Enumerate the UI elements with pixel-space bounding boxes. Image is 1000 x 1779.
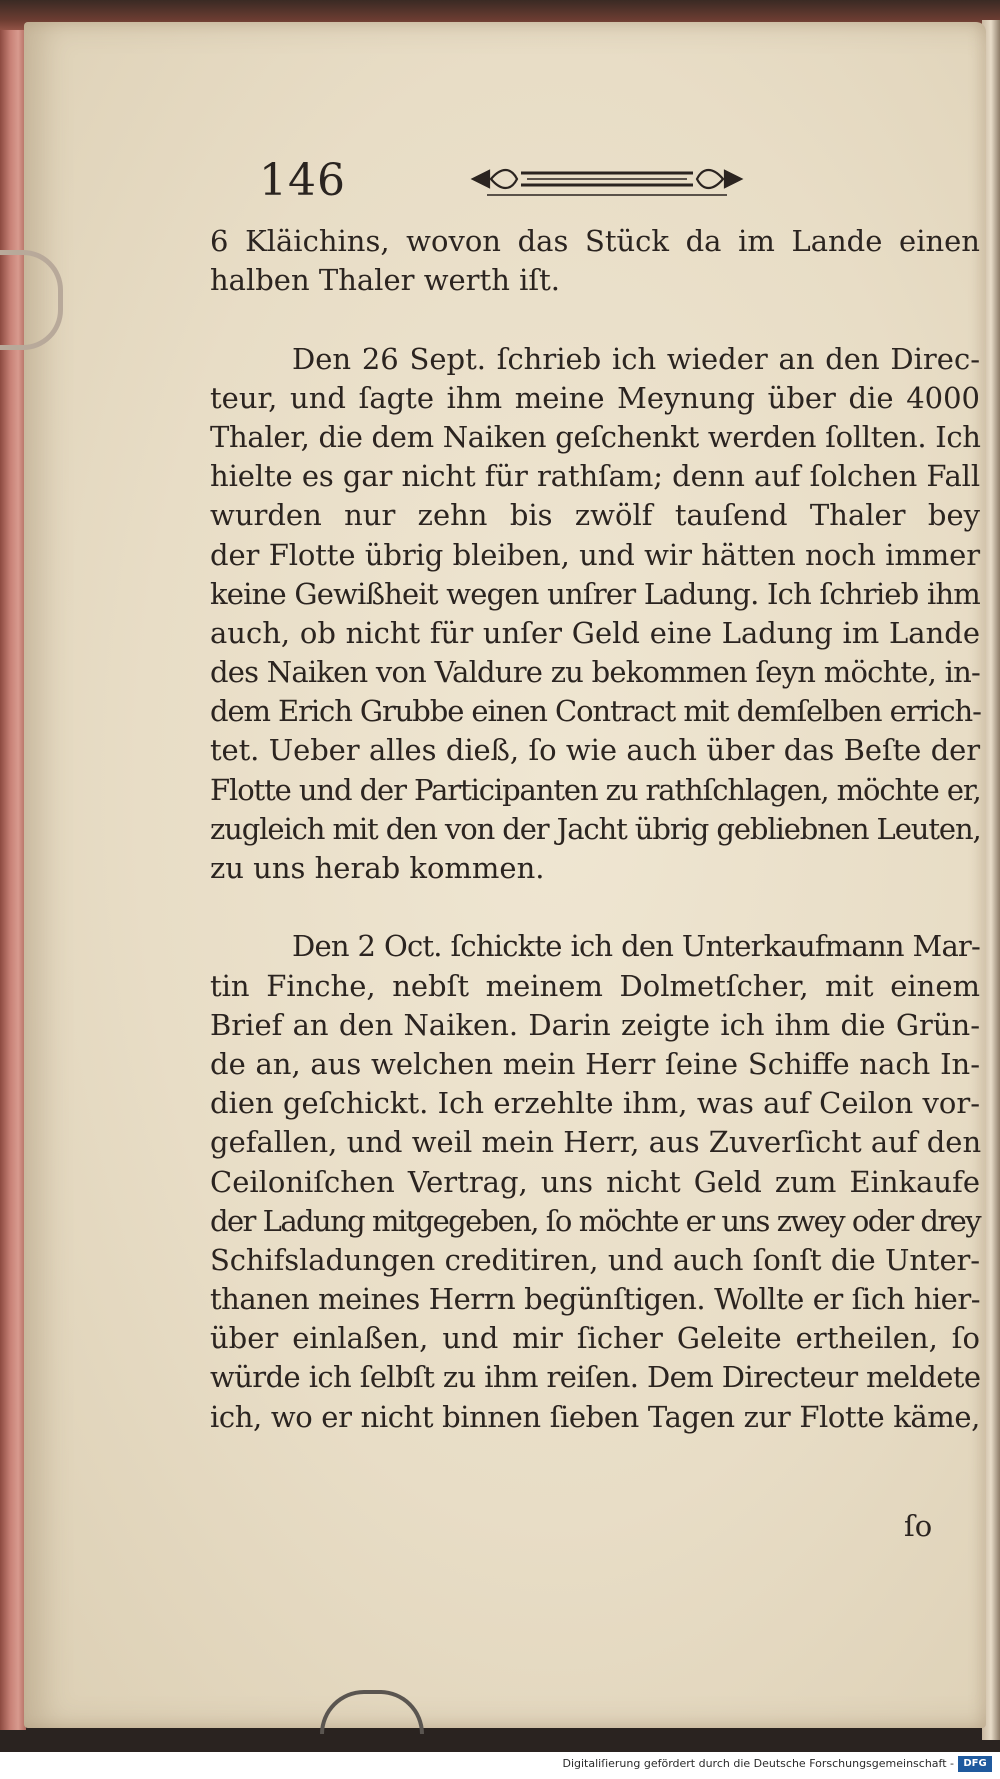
text-line: des Naiken von Valdure zu bekommen ſeyn möchte, in-: [210, 655, 980, 690]
text-line: tin Finche, nebſt meinem Dolmetſcher, mit einem: [210, 968, 980, 1003]
text-line: ich, wo er nicht binnen ſieben Tagen zur Flotte käme,: [210, 1399, 980, 1434]
digitization-credit: Digitaliſierung gefördert durch die Deutsche Forschungsgemeinschaft -: [562, 1757, 954, 1770]
page-sheet: [24, 22, 986, 1728]
text-line: zu uns herab kommen.: [210, 851, 545, 885]
catchword: ſo: [904, 1509, 933, 1543]
text-line: dem Erich Grubbe einen Contract mit demſelben errich-: [210, 694, 981, 729]
text-line: tet. Ueber alles dieß, ſo wie auch über das Beſte der: [210, 733, 980, 768]
text-line: Den 2 Oct. ſchickte ich den Unterkaufmann Mar-: [292, 929, 980, 964]
text-line: Ceiloniſchen Vertrag, uns nicht Geld zum Einkaufe: [210, 1164, 980, 1199]
text-line: hielte es gar nicht für rathſam; denn auf ſolchen Fall: [210, 459, 980, 494]
text-line: zugleich mit den von der Jacht übrig gebliebnen Leuten,: [210, 811, 981, 846]
text-line: de an, aus welchen mein Herr ſeine Schiffe nach In-: [210, 1046, 980, 1081]
text-line: würde ich ſelbſt zu ihm reiſen. Dem Directeur meldete: [210, 1360, 981, 1395]
body-text: [210, 222, 980, 1437]
text-line: dien geſchickt. Ich erzehlte ihm, was auf Ceilon vor-: [210, 1086, 980, 1121]
header-ornament: [467, 159, 747, 199]
text-line: über einlaßen, und mir ſicher Geleite ertheilen, ſo: [210, 1321, 980, 1356]
text-line: Schifsladungen creditiren, und auch ſonſt die Unter-: [210, 1242, 980, 1277]
text-line: thanen meines Herrn begünſtigen. Wollte er ſich hier-: [210, 1282, 980, 1317]
text-line: gefallen, und weil mein Herr, aus Zuverſicht auf den: [210, 1125, 982, 1160]
text-line: Den 26 Sept. ſchrieb ich wieder an den Direc-: [292, 341, 980, 376]
paragraph-3: [210, 927, 980, 1436]
text-line: der Ladung mitgegeben, ſo möchte er uns zwey oder drey: [210, 1203, 980, 1238]
text-line: teur, und ſagte ihm meine Meynung über die 4000: [210, 380, 980, 415]
binding-clasp-icon: [0, 250, 63, 350]
text-line: halben Thaler werth iſt.: [210, 263, 560, 298]
text-line: Brief an den Naiken. Darin zeigte ich ihm die Grün-: [210, 1007, 980, 1042]
dfg-logo-icon: DFG: [958, 1756, 992, 1772]
text-line: keine Gewißheit wegen unſrer Ladung. Ich ſchrieb ihm: [210, 576, 980, 611]
text-line: auch, ob nicht für unſer Geld eine Ladung im Lande: [210, 615, 980, 650]
text-line: 6 Kläichins, wovon das Stück da im Lande einen: [210, 224, 980, 258]
page-number: 146: [259, 155, 346, 206]
paragraph-1: [210, 222, 980, 300]
text-line: Flotte und der Participanten zu rathſchlagen, möchte er,: [210, 772, 981, 807]
text-line: der Flotte übrig bleiben, und wir hätten noch immer: [210, 537, 980, 572]
paragraph-2: [210, 340, 980, 889]
text-line: wurden nur zehn bis zwölf tauſend Thaler bey: [210, 498, 980, 533]
text-line: Thaler, die dem Naiken geſchenkt werden ſollten. Ich: [210, 419, 981, 454]
